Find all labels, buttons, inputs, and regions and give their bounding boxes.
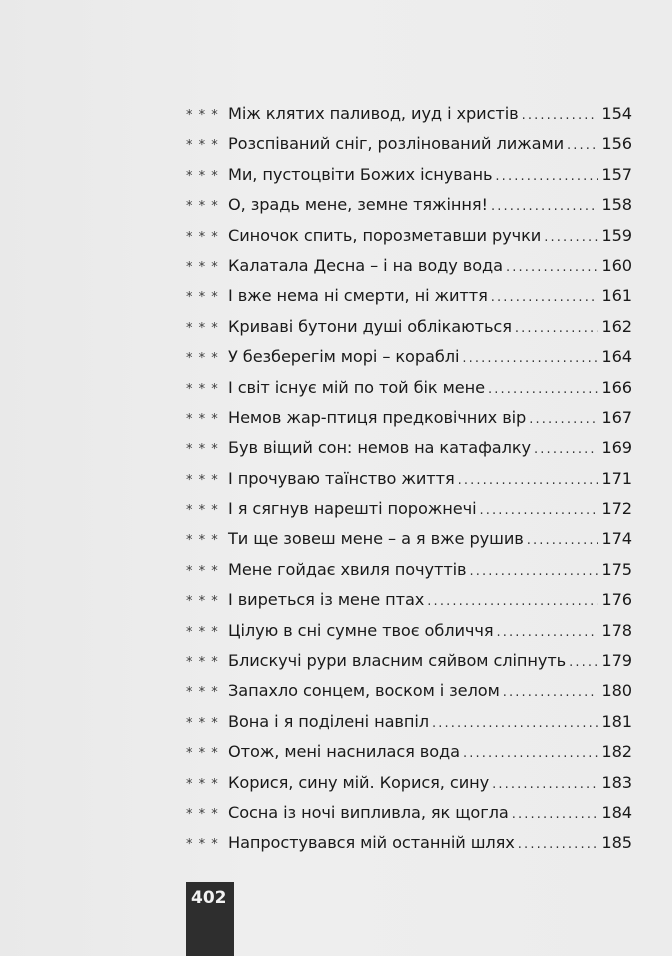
asterism-marker: * * *	[186, 411, 219, 427]
toc-entry-title: Ти ще зовеш мене – а я вже рушив	[228, 529, 524, 549]
asterism-marker: * * *	[186, 290, 219, 306]
toc-entry-page: 179	[601, 651, 632, 671]
dot-leader	[522, 101, 599, 131]
toc-entry	[186, 494, 632, 524]
toc-entry-title: Синочок спить, порозметавши ручки	[228, 225, 542, 245]
dot-leader	[463, 739, 598, 769]
toc-entry	[186, 312, 632, 342]
toc-entry-title: Сосна із ночі випливла, як щогла	[228, 802, 509, 822]
toc-entry	[186, 464, 632, 494]
asterism-marker: * * *	[186, 746, 219, 762]
toc-entry-title: Блискучі рури власним сяйвом сліпнуть	[228, 651, 567, 671]
toc-entry-title: І вже нема ні смерти, ні життя	[228, 286, 488, 306]
dot-leader	[427, 587, 598, 617]
toc-entry-page: 185	[601, 833, 632, 853]
toc-entry	[186, 616, 632, 646]
asterism-marker: * * *	[186, 320, 219, 336]
toc-entry-title: Отож, мені наснилася вода	[228, 742, 460, 762]
toc-entry	[186, 129, 632, 159]
toc-entry	[186, 342, 632, 372]
asterism-marker: * * *	[186, 351, 219, 367]
asterism-marker: * * *	[186, 594, 219, 610]
toc-entry-page: 176	[601, 590, 632, 610]
toc-entry-page: 159	[601, 225, 632, 245]
toc-entry-title: Цілую в сні сумне твоє обличчя	[228, 620, 494, 640]
dot-leader	[491, 283, 599, 313]
toc-entry-title: Запахло сонцем, воском і зелом	[228, 681, 500, 701]
toc-entry-title: Між клятих паливод, иуд і христів	[228, 104, 519, 123]
dot-leader	[491, 192, 598, 222]
toc-entry-page: 180	[601, 681, 632, 701]
toc-entry-page: 156	[601, 134, 632, 154]
toc-entry	[186, 190, 632, 220]
asterism-marker: * * *	[186, 533, 219, 549]
toc-entry	[186, 433, 632, 463]
dot-leader	[469, 557, 598, 587]
dot-leader	[569, 648, 598, 678]
dot-leader	[518, 830, 599, 860]
dot-leader	[503, 678, 599, 708]
asterism-marker: * * *	[186, 685, 219, 701]
dot-leader	[515, 314, 599, 344]
toc-entry-title: І я сягнув нарешті порожнечі	[228, 499, 477, 519]
toc-entry	[186, 251, 632, 281]
asterism-marker: * * *	[186, 563, 219, 579]
toc-entry-page: 162	[601, 316, 632, 336]
toc-entry-page: 175	[601, 559, 632, 579]
dot-leader	[506, 253, 598, 283]
asterism-marker: * * *	[186, 655, 219, 671]
toc-entry-page: 154	[601, 104, 632, 123]
toc-entry	[186, 737, 632, 767]
toc-entry-page: 169	[601, 438, 632, 458]
toc-entry	[186, 403, 632, 433]
dot-leader	[512, 800, 599, 830]
toc-entry	[186, 828, 632, 858]
toc-entry	[186, 281, 632, 311]
asterism-marker: * * *	[186, 259, 219, 275]
toc-entry-title: У безберегім морі – кораблі	[228, 347, 460, 367]
toc-entry	[186, 585, 632, 615]
toc-entry-page: 157	[601, 164, 632, 184]
asterism-marker: * * *	[186, 138, 219, 154]
dot-leader	[458, 466, 599, 496]
toc-entry-page: 183	[601, 772, 632, 792]
toc-entry	[186, 676, 632, 706]
toc-entry	[186, 798, 632, 828]
toc-entry-page: 181	[601, 711, 632, 731]
asterism-marker: * * *	[186, 381, 219, 397]
dot-leader	[496, 618, 598, 648]
toc-entry	[186, 524, 632, 554]
dot-leader	[495, 162, 598, 192]
toc-entry-title: Калатала Десна – і на воду вода	[228, 255, 503, 275]
toc-entry	[186, 373, 632, 403]
asterism-marker: * * *	[186, 806, 219, 822]
asterism-marker: * * *	[186, 503, 219, 519]
toc-entry	[186, 707, 632, 737]
table-of-contents	[186, 99, 632, 859]
toc-entry-title: І світ існує мій по той бік мене	[228, 377, 485, 397]
folio-tab	[186, 882, 234, 956]
asterism-marker: * * *	[186, 837, 219, 853]
toc-entry-title: Криваві бутони душі облікаються	[228, 316, 512, 336]
toc-entry-title: Немов жар-птиця предковічних вір	[228, 407, 527, 427]
asterism-marker: * * *	[186, 624, 219, 640]
dot-leader	[527, 526, 599, 556]
toc-entry	[186, 646, 632, 676]
asterism-marker: * * *	[186, 472, 219, 488]
dot-leader	[529, 405, 598, 435]
toc-entry	[186, 221, 632, 251]
asterism-marker: * * *	[186, 229, 219, 245]
toc-entry-title: Розспіваний сніг, розлінований лижами	[228, 134, 565, 154]
toc-entry-title: Вона і я поділені навпіл	[228, 711, 429, 731]
toc-entry-title: Напростувався мій останній шлях	[228, 833, 515, 853]
toc-entry-page: 160	[601, 255, 632, 275]
toc-entry-title: Мене гойдає хвиля почуттів	[228, 559, 467, 579]
toc-entry-title: Ми, пустоцвіти Божих існувань	[228, 164, 493, 184]
toc-entry-page: 161	[601, 286, 632, 306]
toc-entry-title: І прочуваю таїнство життя	[228, 468, 455, 488]
toc-entry-title: О, зрадь мене, земне тяжіння!	[228, 195, 488, 215]
toc-entry	[186, 768, 632, 798]
asterism-marker: * * *	[186, 199, 219, 215]
dot-leader	[534, 435, 598, 465]
toc-entry-page: 167	[601, 407, 632, 427]
page-number: 402	[191, 888, 227, 908]
toc-entry	[186, 555, 632, 585]
dot-leader	[462, 344, 598, 374]
asterism-marker: * * *	[186, 776, 219, 792]
toc-entry	[186, 160, 632, 190]
toc-entry-page: 164	[601, 347, 632, 367]
toc-entry-page: 182	[601, 742, 632, 762]
toc-entry-title: Був віщий сон: немов на катафалку	[228, 438, 532, 458]
toc-entry-page: 158	[601, 195, 632, 215]
dot-leader	[492, 770, 598, 800]
toc-entry-page: 178	[601, 620, 632, 640]
asterism-marker: * * *	[186, 715, 219, 731]
toc-entry-page: 174	[601, 529, 632, 549]
toc-entry-page: 172	[601, 499, 632, 519]
toc-entry-title: Корися, сину мій. Корися, сину	[228, 772, 490, 792]
asterism-marker: * * *	[186, 168, 219, 184]
dot-leader	[567, 131, 598, 161]
toc-entry-page: 184	[601, 802, 632, 822]
toc-entry	[186, 99, 632, 129]
toc-entry-page: 171	[601, 468, 632, 488]
asterism-marker: * * *	[186, 108, 219, 123]
dot-leader	[432, 709, 598, 739]
dot-leader	[488, 375, 598, 405]
dot-leader	[479, 496, 598, 526]
dot-leader	[544, 223, 598, 253]
toc-entry-title: І виреться із мене птах	[228, 590, 425, 610]
toc-entry-page: 166	[601, 377, 632, 397]
asterism-marker: * * *	[186, 442, 219, 458]
